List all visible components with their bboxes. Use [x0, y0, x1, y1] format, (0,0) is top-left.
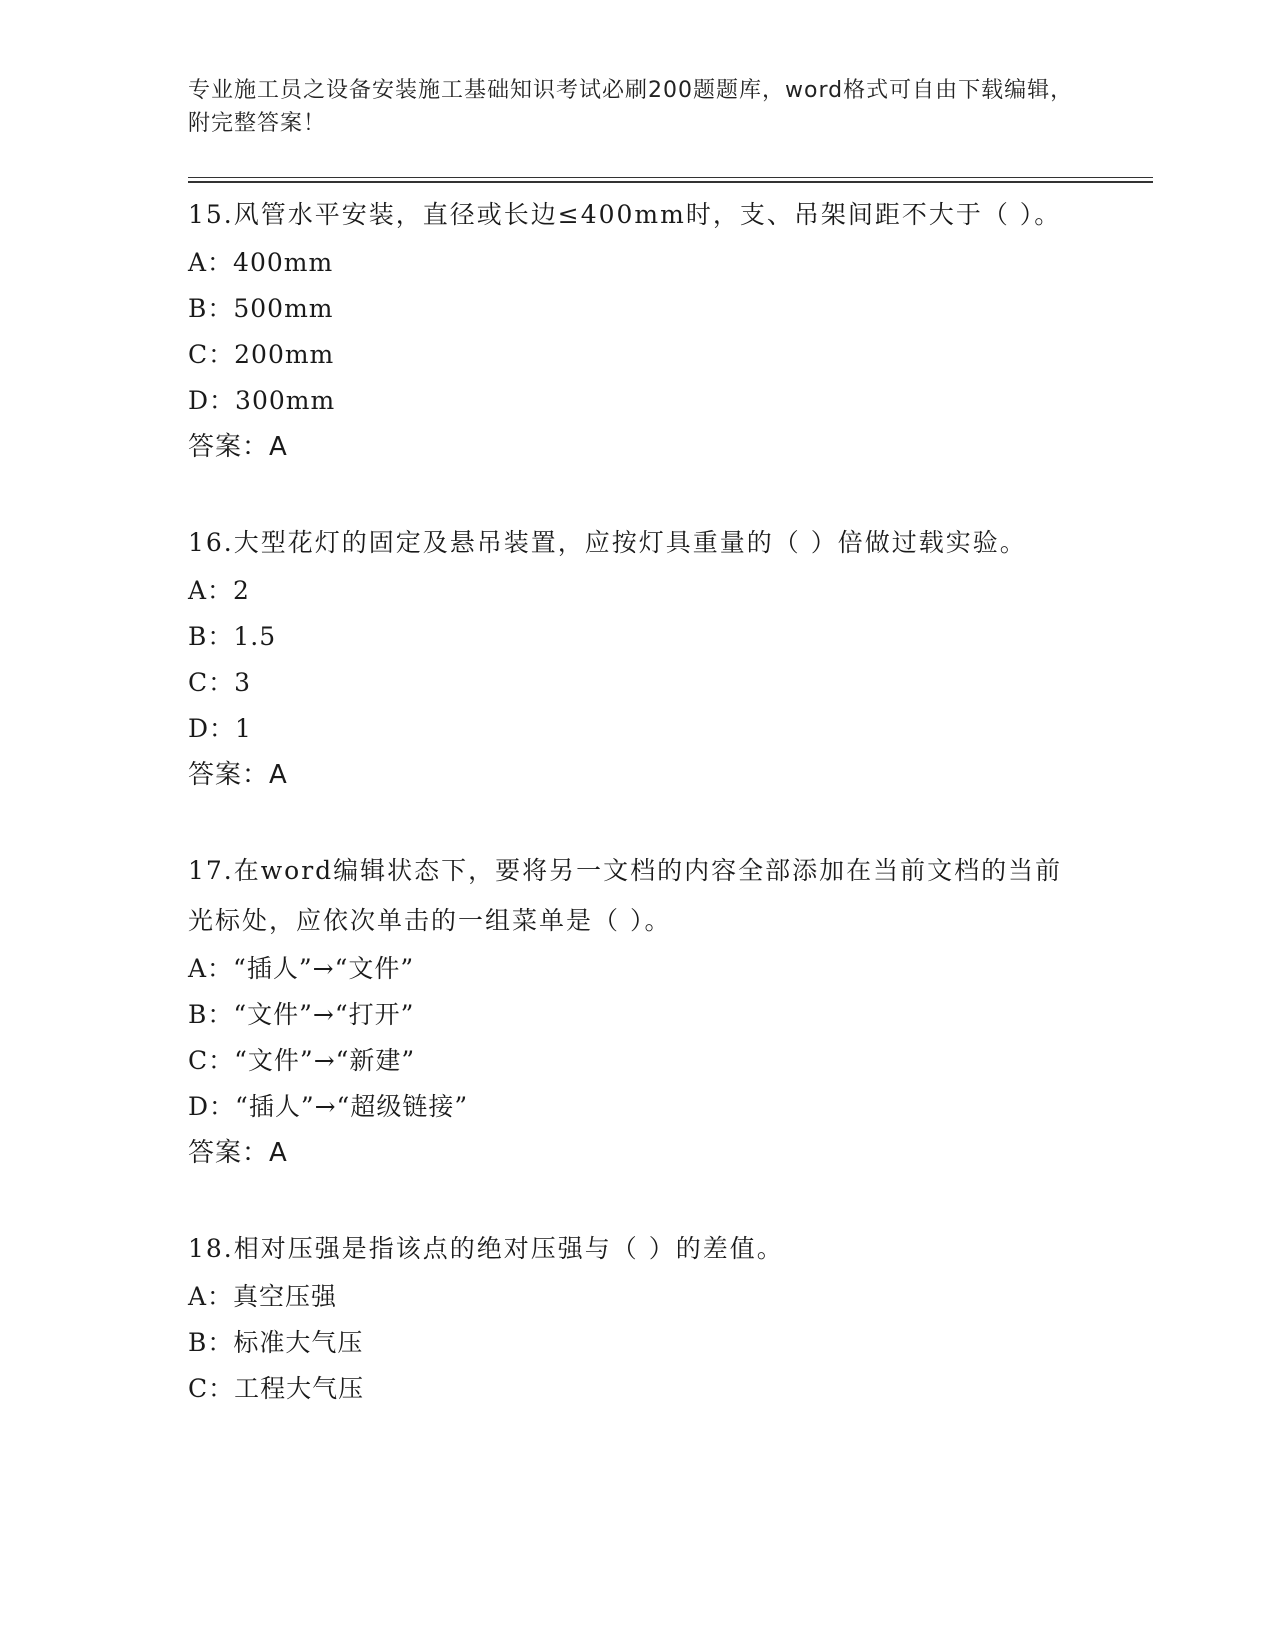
question-stem: 17.在word编辑状态下，要将另一文档的内容全部添加在当前文档的当前光标处，应依次单击的一组菜单是（ ）。	[188, 856, 1063, 935]
option-a: A：2	[188, 576, 250, 605]
option-a: A：真空压强	[188, 1282, 338, 1311]
answer-line: 答案：A	[188, 760, 288, 790]
option-d: D：“插人”→“超级链接”	[188, 1092, 469, 1121]
question-stem: 15.风管水平安装，直径或长边≤400mm时，支、吊架间距不大于（ ）。	[188, 200, 1062, 229]
question-17	[188, 846, 1068, 1176]
option-b: B：1.5	[188, 622, 277, 651]
option-b: B：500mm	[188, 294, 334, 323]
option-a: A：“插人”→“文件”	[188, 954, 415, 983]
option-c: C：200mm	[188, 340, 335, 369]
question-list	[188, 190, 1068, 1412]
answer-line: 答案：A	[188, 1138, 288, 1168]
option-c: C：“文件”→“新建”	[188, 1046, 416, 1075]
page-header: 专业施工员之设备安装施工基础知识考试必刷200题题库，word格式可自由下载编辑，附完整答案！	[188, 78, 1074, 136]
question-16	[188, 518, 1068, 798]
header-divider-thin	[188, 177, 1153, 178]
option-d: D：1	[188, 714, 252, 743]
answer-line: 答案：A	[188, 432, 288, 462]
option-b: B：“文件”→“打开”	[188, 1000, 415, 1029]
option-d: D：300mm	[188, 386, 336, 415]
question-15	[188, 190, 1068, 470]
option-a: A：400mm	[188, 248, 334, 277]
option-c: C：3	[188, 668, 252, 697]
question-18	[188, 1224, 1068, 1412]
header-divider-thick	[188, 181, 1153, 183]
option-c: C：工程大气压	[188, 1374, 365, 1403]
option-b: B：标准大气压	[188, 1328, 364, 1357]
question-stem: 18.相对压强是指该点的绝对压强与（ ）的差值。	[188, 1234, 784, 1263]
question-stem: 16.大型花灯的固定及悬吊装置，应按灯具重量的（ ）倍做过载实验。	[188, 528, 1027, 557]
